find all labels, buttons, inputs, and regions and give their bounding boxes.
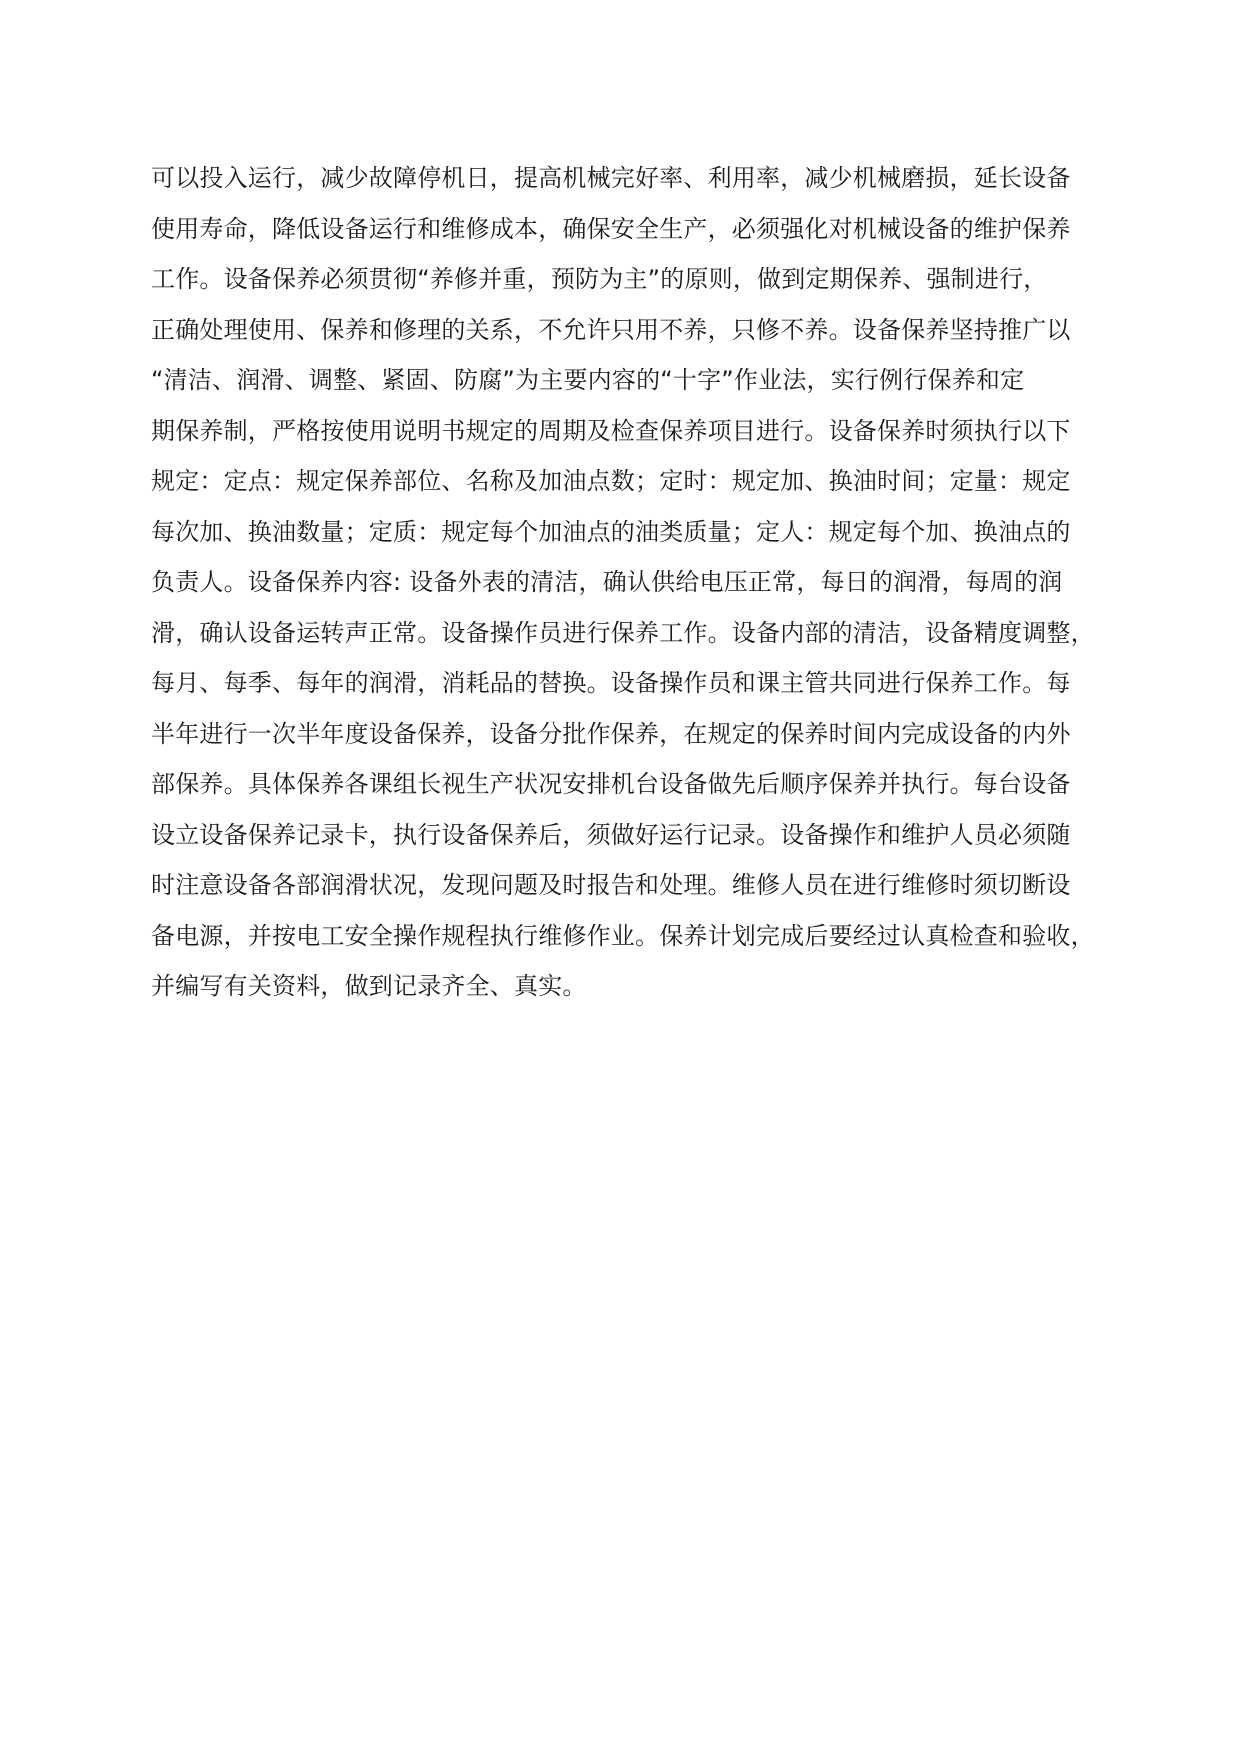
text-line: 使用寿命，降低设备运行和维修成本，确保安全生产，必须强化对机械设备的维护保养 bbox=[151, 214, 1071, 243]
text-line: “清洁、润滑、调整、紧固、防腐”为主要内容的“十字”作业法，实行例行保养和定 bbox=[151, 366, 1025, 394]
text-line: 每月、每季、每年的润滑，消耗品的替换。设备操作员和课主管共同进行保养工作。每 bbox=[151, 669, 1071, 697]
text-line: 规定：定点：规定保养部位、名称及加油点数；定时：规定加、换油时间；定量：规定 bbox=[151, 467, 1071, 495]
text-line: 期保养制，严格按使用说明书规定的周期及检查保养项目进行。设备保养时须执行以下 bbox=[151, 416, 1071, 445]
text-line: 备电源，并按电工安全操作规程执行维修作业。保养计划完成后要经过认真检查和验收， bbox=[151, 921, 1095, 950]
text-line: 半年进行一次半年度设备保养，设备分批作保养，在规定的保养时间内完成设备的内外 bbox=[151, 719, 1071, 748]
text-line: 滑，确认设备运转声正常。设备操作员进行保养工作。设备内部的清洁，设备精度调整， bbox=[151, 618, 1095, 647]
text-line: 部保养。具体保养各课组长视生产状况安排机台设备做先后顺序保养并执行。每台设备 bbox=[151, 770, 1071, 798]
body-paragraph bbox=[151, 153, 1095, 1012]
text-line: 工作。设备保养必须贯彻“养修并重，预防为主”的原则，做到定期保养、强制进行， bbox=[151, 265, 1048, 293]
text-line: 可以投入运行，减少故障停机日，提高机械完好率、利用率，减少机械磨损，延长设备 bbox=[151, 164, 1071, 192]
text-line: 负责人。设备保养内容: 设备外表的清洁，确认供给电压正常，每日的润滑，每周的润 bbox=[151, 568, 1063, 596]
text-line: 设立设备保养记录卡，执行设备保养后，须做好运行记录。设备操作和维护人员必须随 bbox=[151, 820, 1071, 849]
text-line: 正确处理使用、保养和修理的关系，不允许只用不养，只修不养。设备保养坚持推广以 bbox=[151, 315, 1071, 344]
text-line: 时注意设备各部润滑状况，发现问题及时报告和处理。维修人员在进行维修时须切断设 bbox=[151, 871, 1071, 899]
text-line: 并编写有关资料，做到记录齐全、真实。 bbox=[151, 972, 587, 1000]
text-line: 每次加、换油数量；定质：规定每个加油点的油类质量；定人：规定每个加、换油点的 bbox=[151, 517, 1071, 546]
